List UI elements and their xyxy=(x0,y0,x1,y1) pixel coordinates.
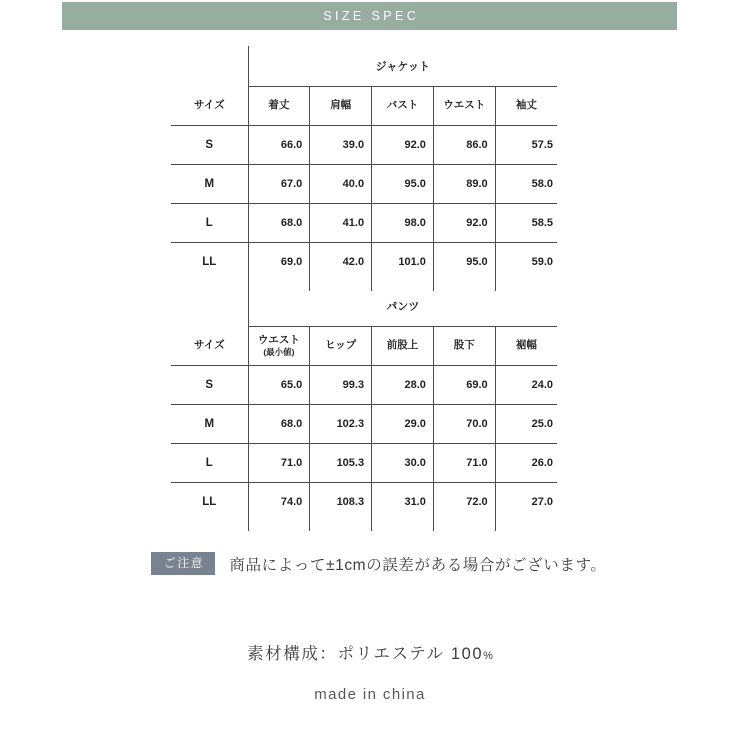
pants-group-label: パンツ xyxy=(248,286,557,327)
pants-row-s-waist: 65.0 xyxy=(248,366,310,405)
jacket-row-m-sleeve: 58.0 xyxy=(495,165,557,204)
jacket-row-s-shoulder: 39.0 xyxy=(310,126,372,165)
pants-row-m-front-rise: 29.0 xyxy=(372,405,434,444)
jacket-col-size: サイズ xyxy=(171,87,248,126)
pants-col-hip: ヒップ xyxy=(310,327,372,366)
jacket-row-s-length: 66.0 xyxy=(248,126,310,165)
pants-row-s-size: S xyxy=(171,366,248,405)
jacket-col-length: 着丈 xyxy=(248,87,310,126)
pants-row-m-waist: 68.0 xyxy=(248,405,310,444)
table-row xyxy=(171,405,557,444)
jacket-row-s-sleeve: 57.5 xyxy=(495,126,557,165)
jacket-row-ll-waist: 95.0 xyxy=(433,243,495,282)
jacket-row-l-shoulder: 41.0 xyxy=(310,204,372,243)
pants-row-l-waist: 71.0 xyxy=(248,444,310,483)
jacket-row-ll-bust: 101.0 xyxy=(372,243,434,282)
jacket-group-title-row xyxy=(171,46,557,87)
jacket-row-m-shoulder: 40.0 xyxy=(310,165,372,204)
jacket-row-m-waist: 89.0 xyxy=(433,165,495,204)
jacket-col-waist: ウエスト xyxy=(433,87,495,126)
pants-row-s-hip: 99.3 xyxy=(310,366,372,405)
size-spec-header-bar xyxy=(62,2,677,30)
pants-row-ll-hip: 108.3 xyxy=(310,483,372,522)
jacket-row-s-waist: 86.0 xyxy=(433,126,495,165)
jacket-row-s-size: S xyxy=(171,126,248,165)
pants-col-front-rise: 前股上 xyxy=(372,327,434,366)
pants-col-stub-3 xyxy=(433,518,434,531)
pants-row-ll-front-rise: 31.0 xyxy=(372,483,434,522)
table-row xyxy=(171,165,557,204)
pants-row-m-hip: 102.3 xyxy=(310,405,372,444)
pants-row-m-hem-width: 25.0 xyxy=(495,405,557,444)
jacket-row-ll-size: LL xyxy=(171,243,248,282)
pants-header-row xyxy=(171,327,557,366)
jacket-group-label: ジャケット xyxy=(248,46,557,87)
pants-group-blank-cell xyxy=(171,286,248,327)
jacket-col-sleeve: 袖丈 xyxy=(495,87,557,126)
pants-col-waist-sub: (最小値) xyxy=(263,347,295,358)
material-percent-symbol: % xyxy=(483,650,493,662)
jacket-size-table xyxy=(171,46,557,281)
table-row xyxy=(171,243,557,282)
notice-block xyxy=(151,552,606,575)
jacket-row-s-bust: 92.0 xyxy=(372,126,434,165)
pants-row-ll-hem-width: 27.0 xyxy=(531,496,554,508)
jacket-group-blank-cell xyxy=(171,46,248,87)
pants-row-ll-inseam: 72.0 xyxy=(433,483,495,522)
jacket-row-ll-sleeve: 59.0 xyxy=(531,256,554,268)
pants-row-s-front-rise: 28.0 xyxy=(372,366,434,405)
pants-col-stub-4 xyxy=(495,518,496,531)
jacket-row-l-waist: 92.0 xyxy=(433,204,495,243)
pants-row-l-hem-width: 26.0 xyxy=(495,444,557,483)
pants-row-m-size: M xyxy=(171,405,248,444)
table-row xyxy=(171,126,557,165)
material-composition-line xyxy=(0,640,740,664)
pants-col-waist xyxy=(248,327,310,366)
pants-col-stub-2 xyxy=(371,518,372,531)
pants-row-s-inseam: 69.0 xyxy=(433,366,495,405)
pants-row-l-hip: 105.3 xyxy=(310,444,372,483)
pants-row-l-inseam: 71.0 xyxy=(433,444,495,483)
table-row xyxy=(171,483,557,522)
jacket-row-l-bust: 98.0 xyxy=(372,204,434,243)
pants-col-stub-1 xyxy=(309,518,310,531)
pants-col-hem-width: 裾幅 xyxy=(495,327,557,366)
jacket-row-l-sleeve: 58.5 xyxy=(495,204,557,243)
pants-row-s-hem-width: 24.0 xyxy=(495,366,557,405)
pants-col-size: サイズ xyxy=(171,327,248,366)
pants-col-waist-main: ウエスト xyxy=(257,334,300,347)
jacket-row-l-length: 68.0 xyxy=(248,204,310,243)
jacket-row-m-length: 67.0 xyxy=(248,165,310,204)
jacket-row-m-size: M xyxy=(171,165,248,204)
footer-block xyxy=(0,640,740,703)
table-row xyxy=(171,444,557,483)
pants-row-ll-size: LL xyxy=(171,483,248,522)
jacket-row-ll-shoulder: 42.0 xyxy=(310,243,372,282)
jacket-row-ll-length: 69.0 xyxy=(248,243,310,282)
pants-col-inseam: 股下 xyxy=(433,327,495,366)
pants-row-ll-waist: 74.0 xyxy=(248,483,310,522)
jacket-col-shoulder: 肩幅 xyxy=(310,87,372,126)
pants-row-m-inseam: 70.0 xyxy=(433,405,495,444)
notice-text: 商品によって±1cmの誤差がある場合がございます。 xyxy=(229,556,607,574)
jacket-header-row xyxy=(171,87,557,126)
table-row xyxy=(171,366,557,405)
pants-size-table xyxy=(171,286,557,521)
material-composition-label: 素材構成：ポリエステル 100 xyxy=(247,645,484,663)
pants-table-vertical-rule-bottom xyxy=(248,518,249,531)
country-of-origin: made in china xyxy=(314,686,426,703)
jacket-row-m-bust: 95.0 xyxy=(372,165,434,204)
pants-row-l-size: L xyxy=(171,444,248,483)
table-row xyxy=(171,204,557,243)
pants-row-l-front-rise: 30.0 xyxy=(372,444,434,483)
status-badge: ご注意 xyxy=(151,552,215,575)
jacket-col-bust: バスト xyxy=(372,87,434,126)
pants-group-title-row xyxy=(171,286,557,327)
jacket-row-l-size: L xyxy=(171,204,248,243)
page-title: SIZE SPEC xyxy=(323,9,420,23)
